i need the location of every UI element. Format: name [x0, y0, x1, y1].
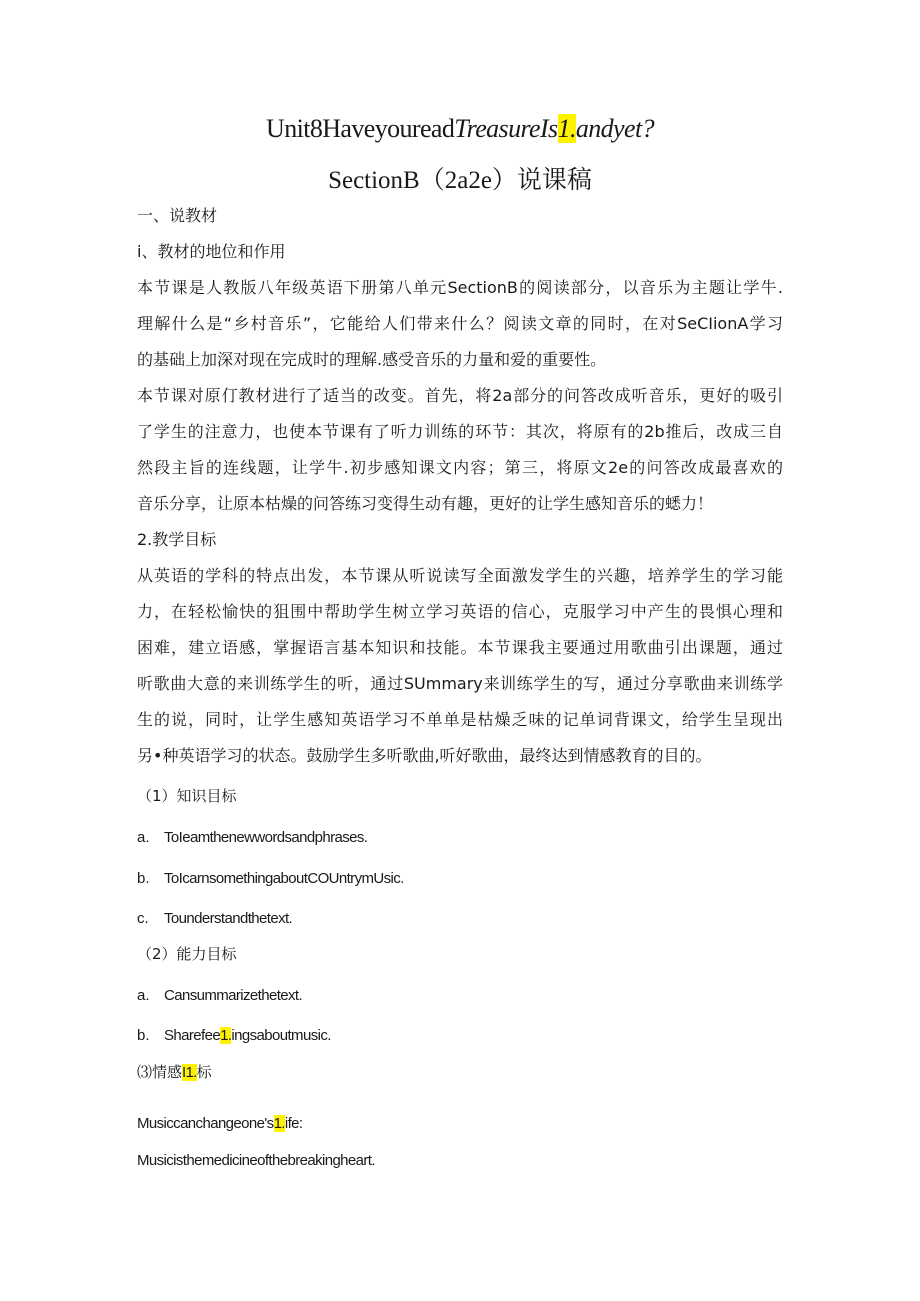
paragraph-line: 理解什么是“乡村音乐”，它能给人们带来什么？阅读文章的同时，在对SeCIionA学习 [137, 314, 783, 333]
title-book-name: TreasureIs [454, 114, 558, 143]
paragraph-line: 然段主旨的连线题，让学牛.初步感知课文内容；第三，将原文2e的问答改成最喜欢的 [137, 458, 783, 477]
paragraph-line: 生的说，同时，让学生感知英语学习不单单是枯燥乏味的记单词背课文，给学生呈现出 [137, 710, 783, 729]
subsection-heading: i、教材的地位和作用 [137, 242, 286, 261]
goal-heading: （1）知识目标 [137, 787, 237, 805]
highlight-mark: 1. [273, 1115, 285, 1132]
section-heading: 一、说教材 [137, 206, 218, 225]
list-item: b. Sharefee1.ingsaboutmusic. [137, 1027, 331, 1044]
section-heading: 2.教学目标 [137, 530, 217, 549]
document-subtitle: SectionB（2a2e）说课稿 [328, 167, 592, 194]
goal-heading: ⑶情感I1.标 [137, 1063, 212, 1081]
list-item: a. ToIeamthenewwordsandphrases. [137, 829, 368, 846]
paragraph-line: 另•种英语学习的状态。鼓励学生多听歌曲,听好歌曲，最终达到情感教育的目的。 [137, 746, 712, 765]
paragraph-line: 困难，建立语感，掌握语言基本知识和技能。本节课我主要通过用歌曲引出课题，通过 [137, 638, 783, 657]
highlight-mark: 1. [220, 1027, 232, 1044]
paragraph-line: 音乐分享，让原本枯燥的问答练习变得生动有趣，更好的让学生感知音乐的蟋力！ [137, 494, 714, 513]
goal-heading: （2）能力目标 [137, 945, 237, 963]
paragraph-line: 的基础上加深对现在完成时的理解.感受音乐的力量和爱的重要性。 [137, 350, 607, 369]
list-item: b. ToIcarnsomethingaboutCOUntrymUsic. [137, 870, 404, 887]
title-part: andyet? [575, 114, 654, 143]
document-title [0, 114, 920, 144]
paragraph-line: 本节课对原仃教材进行了适当的改变。首先，将2a部分的问答改成听音乐，更好的吸引 [137, 386, 783, 405]
highlight-mark: I1. [182, 1064, 197, 1081]
paragraph-line: 力，在轻松愉快的狙围中帮助学生树立学习英语的信心，克服学习中产生的畏惧心理和 [137, 602, 783, 621]
paragraph-line: 从英语的学科的特点出发，本节课从听说读写全面激发学生的兴趣，培养学生的学习能 [137, 566, 783, 585]
emotion-line: Musiccanchangeone's1.ife: [137, 1115, 303, 1132]
paragraph-line: 本节课是人教版八年级英语下册第八单元SectionB的阅读部分，以音乐为主题让学牛. [137, 278, 783, 297]
paragraph-line: 听歌曲大意的来训练学生的听，通过SUmmary来训练学生的写，通过分享歌曲来训练学 [137, 674, 783, 693]
list-item: c. Tounderstandthetext. [137, 910, 293, 927]
list-item: a. Cansummarizethetext. [137, 987, 303, 1004]
paragraph-line: 了学生的注意力，也使本节课有了听力训练的环节：其次，将原有的2b推后，改成三自 [137, 422, 783, 441]
title-highlight: 1. [557, 114, 576, 143]
title-part: Unit8Haveyouread [266, 114, 455, 143]
emotion-line: Musicisthemedicineofthebreakingheart. [137, 1152, 375, 1169]
